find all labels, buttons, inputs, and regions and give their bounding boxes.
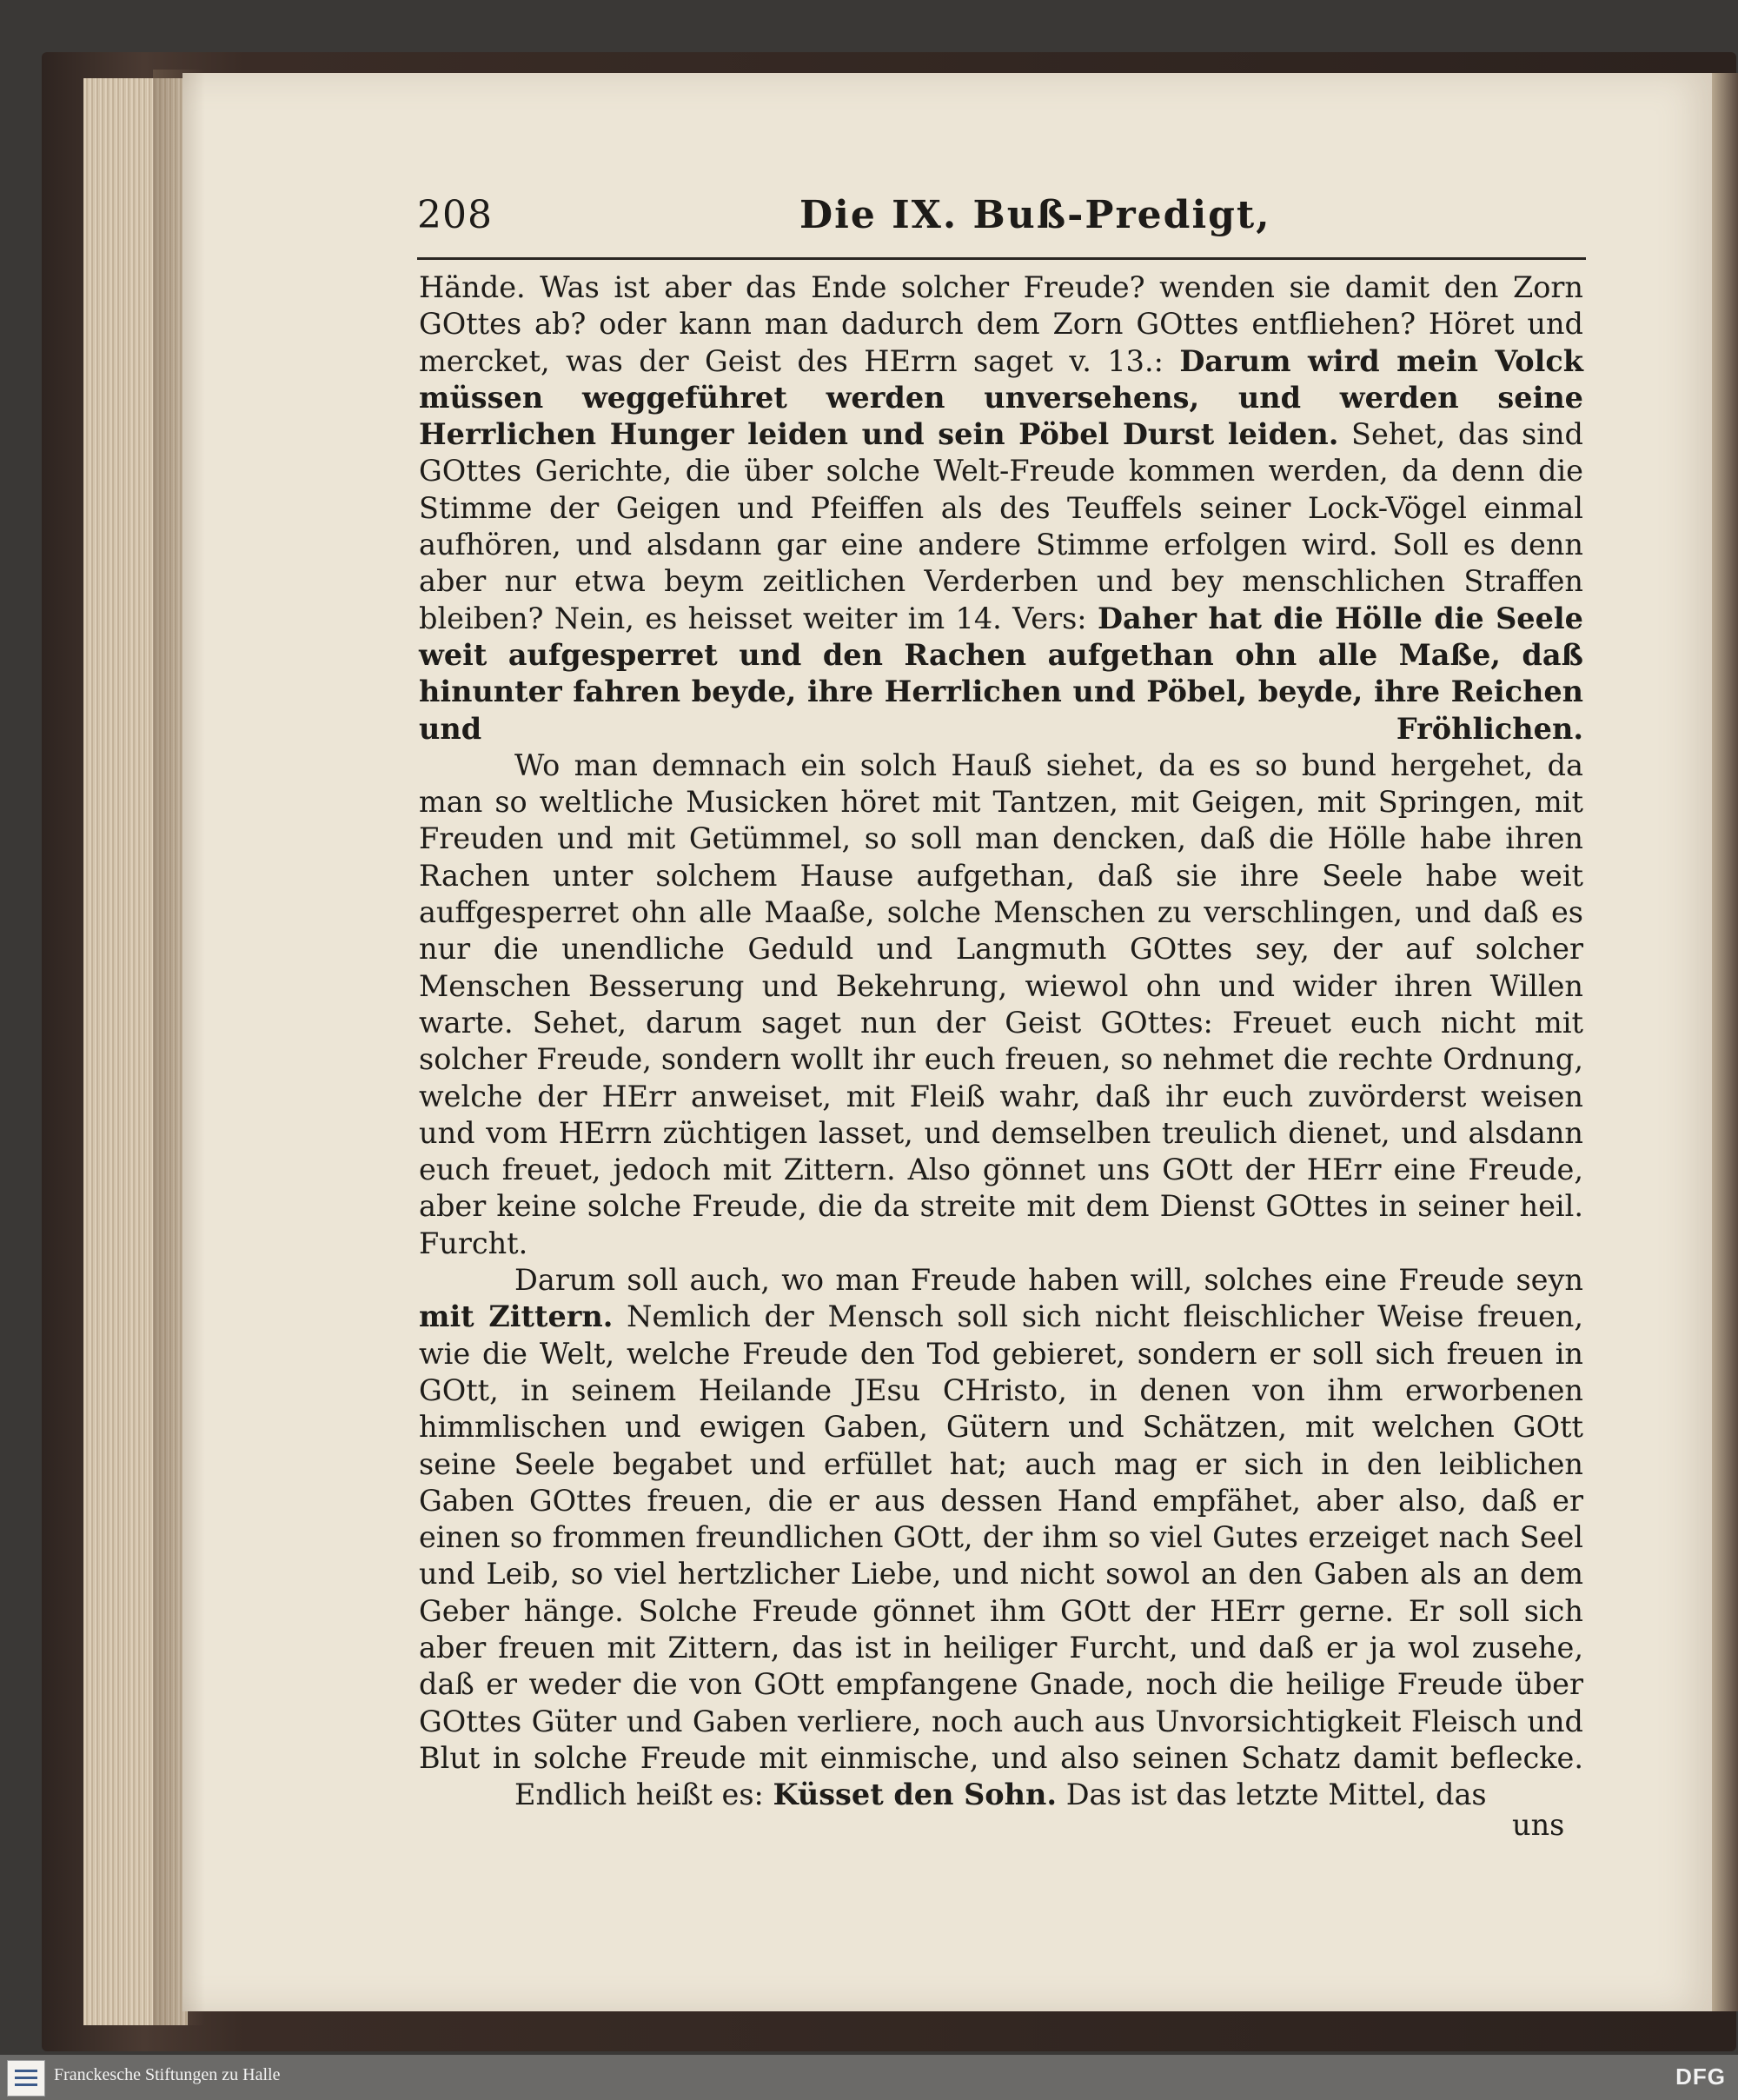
paragraph-4-bold: Küsset den Sohn.: [773, 1778, 1058, 1812]
footer-credit: Franckesche Stiftungen zu Halle: [54, 2065, 281, 2084]
paragraph-4-text: Endlich heißt es:: [514, 1778, 764, 1812]
footer-bar: [0, 2055, 1738, 2100]
paragraph-4-text-b: Das ist das letzte Mittel, das: [1065, 1778, 1487, 1812]
header-rule: [417, 257, 1586, 260]
paragraph-3-text-b: Nemlich der Mensch soll sich nicht fleischlicher Weise freuen, wie die Welt, welche Freude den Tod gebieret, sondern er soll sich freuen in GOtt, in seinem Heilande JEsu CHristo, in denen von ihm erworbenen himmlischen und ewigen Gaben, Gütern und Schätzen, mit welchen GOtt seine Seele begabet und erfüllet hat; auch mag er sich in den leiblichen Gaben GOttes freuen, die er aus dessen Hand empfähet, aber also, daß er einen so frommen freundlichen GOtt, der ihm so viel Gutes erzeiget nach Seel und Leib, so viel hertzlicher Liebe, und nicht sowol an den Gaben als an dem Geber hänge. Solche Freude gönnet ihm GOtt der HErr gerne. Er soll sich aber freuen mit Zittern, das ist in heiliger Furcht, und daß er ja wol zusehe, daß er weder die von GOtt empfangene Gnade, noch die heilige Freude über GOttes Güter und Gaben verliere, noch auch aus Unvorsichtigkeit Fleisch und Blut in solche Freude mit einmische, und also seinen Schatz damit beflecke.: [419, 1299, 1583, 1775]
paragraph-1: [419, 269, 1583, 748]
paragraph-3-bold: mit Zittern.: [419, 1299, 614, 1334]
paragraph-2: [419, 748, 1583, 1262]
paragraph-1-text: Hände. Was ist aber das Ende solcher Freude? wenden sie damit den Zorn GOttes ab? oder kann man dadurch dem Zorn GOttes entfliehen? Höret und mercket, was der Geist des HErrn saget v. 13.:: [419, 270, 1583, 378]
right-cover-edge: [1712, 73, 1738, 2011]
spine-shadow: [153, 70, 205, 2025]
franckesche-logo-icon: [7, 2060, 45, 2097]
page-number: 208: [417, 193, 493, 237]
paragraph-3: [419, 1262, 1583, 1777]
paragraph-1-text-b: Sehet, das sind GOttes Gerichte, die über solche Welt-Freude kommen werden, da denn die Stimme der Geigen und Pfeiffen als des Teuffels seiner Lock-Vögel einmal aufhören, und alsdann gar eine andere Stimme erfolgen wird. Soll es denn aber nur etwa beym zeitlichen Verderben und bey menschlichen Straffen bleiben? Nein, es heisset weiter im 14. Vers:: [419, 417, 1584, 635]
running-title: Die IX. Buß-Predigt,: [799, 193, 1271, 237]
catchword: uns: [1512, 1808, 1565, 1842]
paragraph-1-bold-b: Daher hat die Hölle die Seele weit aufgesperret und den Rachen aufgethan ohn alle Maße, daß hinunter fahren beyde, ihre Herrlichen und Pöbel, beyde, ihre Reichen und Fröhlichen.: [419, 601, 1583, 746]
paragraph-2-text: Wo man demnach ein solch Hauß siehet, da es so bund hergehet, da man so weltliche Musicken höret mit Tantzen, mit Geigen, mit Springen, mit Freuden und mit Getümmel, so soll man dencken, daß die Hölle habe ihren Rachen unter solchem Hause aufgethan, daß sie ihre Seele habe weit auffgesperret ohn alle Maaße, solche Menschen zu verschlingen, und daß es nur die unendliche Geduld und Langmuth GOttes sey, der auf solcher Menschen Besserung und Bekehrung, wiewol ohn und wider ihren Willen warte. Sehet, darum saget nun der Geist GOttes: Freuet euch nicht mit solcher Freude, sondern wollt ihr euch freuen, so nehmet die rechte Ordnung, welche der HErr anweiset, mit Fleiß wahr, daß ihr euch zuvörderst weisen und vom HErrn züchtigen lasset, und demselben treulich dienet, und alsdann euch freuet, jedoch mit Zittern. Also gönnet uns GOtt der HErr eine Freude, aber keine solche Freude, die da streite mit dem Dienst GOttes in seiner heil. Furcht.: [419, 748, 1583, 1260]
dfg-logo: DFG: [1675, 2063, 1726, 2090]
paragraph-4: [419, 1777, 1583, 1813]
body-text: [419, 269, 1583, 1813]
paragraph-3-text: Darum soll auch, wo man Freude haben will, solches eine Freude seyn: [514, 1263, 1583, 1298]
page-header: [417, 193, 1586, 245]
paragraph-1-bold: Darum wird mein Volck müssen weggeführet werden unversehens, und werden seine Herrlichen Hunger leiden und sein Pöbel Durst leiden.: [419, 343, 1583, 452]
